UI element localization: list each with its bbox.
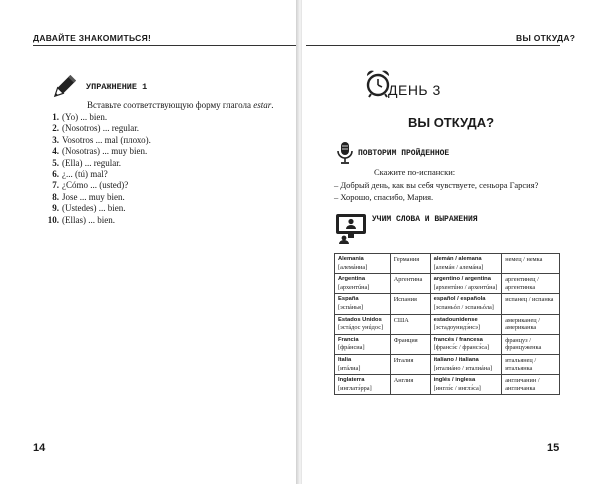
country-cell: Alemania [алемáниа] bbox=[335, 254, 391, 274]
country-cell: España [эспáнья] bbox=[335, 294, 391, 314]
exercise-item: 6. ¿... (tú) mal? bbox=[52, 169, 108, 180]
nationality-cell: estadounidense [эстадоунидэ́нсэ] bbox=[430, 314, 502, 334]
table-row bbox=[335, 254, 560, 274]
chapter-title: ВЫ ОТКУДА? bbox=[407, 115, 495, 130]
exercise-item: 10. (Ellas) ... bien. bbox=[47, 214, 115, 225]
country-ru-cell: Франция bbox=[390, 334, 430, 354]
country-ru-cell: Италия bbox=[390, 354, 430, 374]
table-row bbox=[335, 375, 560, 395]
exercise-item: 7. ¿Cómo ... (usted)? bbox=[52, 180, 129, 191]
country-ru-cell: США bbox=[390, 314, 430, 334]
table-row bbox=[335, 274, 560, 294]
microphone-icon bbox=[336, 141, 354, 165]
table-row bbox=[335, 294, 560, 314]
left-page bbox=[0, 0, 298, 484]
nationality-ru-cell: француз / француженка bbox=[502, 334, 560, 354]
nationality-ru-cell: итальянец / итальянка bbox=[502, 354, 560, 374]
exercise-item: 1. (Yo) ... bien. bbox=[52, 112, 108, 122]
vocab-section-title: УЧИМ СЛОВА И ВЫРАЖЕНИЯ bbox=[372, 215, 478, 224]
country-cell: Inglaterra [инглатэ́рра] bbox=[335, 375, 391, 395]
day-label: ДЕНЬ 3 bbox=[388, 82, 441, 98]
running-head-right: ВЫ ОТКУДА? bbox=[516, 33, 576, 43]
exercise-item: 3. Vosotros ... mal (плохо). bbox=[52, 134, 151, 145]
page-number-right: 15 bbox=[547, 442, 560, 454]
vocabulary-table bbox=[334, 253, 560, 395]
exercise-title: УПРАЖНЕНИЕ 1 bbox=[86, 82, 148, 92]
nationality-cell: inglés / inglesa [инглэ́с / инглэ́са] bbox=[430, 375, 502, 395]
country-cell: Francia [фрáнсиа] bbox=[335, 334, 391, 354]
exercise-item: 9. (Ustedes) ... bien. bbox=[52, 203, 126, 214]
page-number-left: 14 bbox=[33, 442, 46, 454]
dialogue-line: – Добрый день, как вы себя чувствуете, сеньора Гарсия? bbox=[334, 180, 539, 190]
nationality-ru-cell: испанец / испанка bbox=[502, 294, 560, 314]
header-rule-right bbox=[306, 45, 560, 46]
country-cell: Italia [итáлиа] bbox=[335, 354, 391, 374]
pencil-icon bbox=[51, 74, 77, 100]
nationality-cell: italiano / italiana [италиáно / италиáна] bbox=[430, 354, 502, 374]
country-cell: Argentina [архентúна] bbox=[335, 274, 391, 294]
running-head-left: ДАВАЙТЕ ЗНАКОМИТЬСЯ! bbox=[33, 33, 152, 43]
exercise-item: 5. (Ella) ... regular. bbox=[52, 157, 121, 168]
exercise-item: 8. Jose ... muy bien. bbox=[52, 191, 125, 202]
nationality-cell: español / española [эспаньóл / эспаньóла] bbox=[430, 294, 502, 314]
table-row bbox=[335, 314, 560, 334]
computer-learning-icon bbox=[335, 212, 367, 244]
table-row bbox=[335, 354, 560, 374]
nationality-cell: alemán / alemana [алемáн / алемáна] bbox=[430, 254, 502, 274]
table-row bbox=[335, 334, 560, 354]
exercise-instruction: Вставьте соответствующую форму глагола estar. bbox=[87, 100, 274, 110]
nationality-cell: argentino / argentina [архентúно / архентúна] bbox=[430, 274, 502, 294]
country-ru-cell: Англия bbox=[390, 375, 430, 395]
nationality-ru-cell: немец / немка bbox=[502, 254, 560, 274]
country-ru-cell: Аргентина bbox=[390, 274, 430, 294]
review-section-title: ПОВТОРИМ ПРОЙДЕННОЕ bbox=[358, 149, 450, 158]
dialogue-line: – Хорошо, спасибо, Мария. bbox=[334, 192, 434, 202]
exercise-item: 2. (Nosotros) ... regular. bbox=[52, 123, 139, 134]
exercise-list bbox=[47, 112, 151, 226]
nationality-ru-cell: аргентинец / аргентинка bbox=[502, 274, 560, 294]
exercise-item: 4. (Nosotras) ... muy bien. bbox=[52, 146, 148, 157]
country-cell: Estados Unidos [эстáдос унúдос] bbox=[335, 314, 391, 334]
nationality-ru-cell: американец / американка bbox=[502, 314, 560, 334]
nationality-ru-cell: англичанин / англичанка bbox=[502, 375, 560, 395]
country-ru-cell: Испания bbox=[390, 294, 430, 314]
header-rule-left bbox=[33, 45, 298, 46]
nationality-cell: francés / francesa [франсэ́с / франсэ́са] bbox=[430, 334, 502, 354]
review-intro: Скажите по-испански: bbox=[374, 167, 456, 177]
country-ru-cell: Германия bbox=[390, 254, 430, 274]
